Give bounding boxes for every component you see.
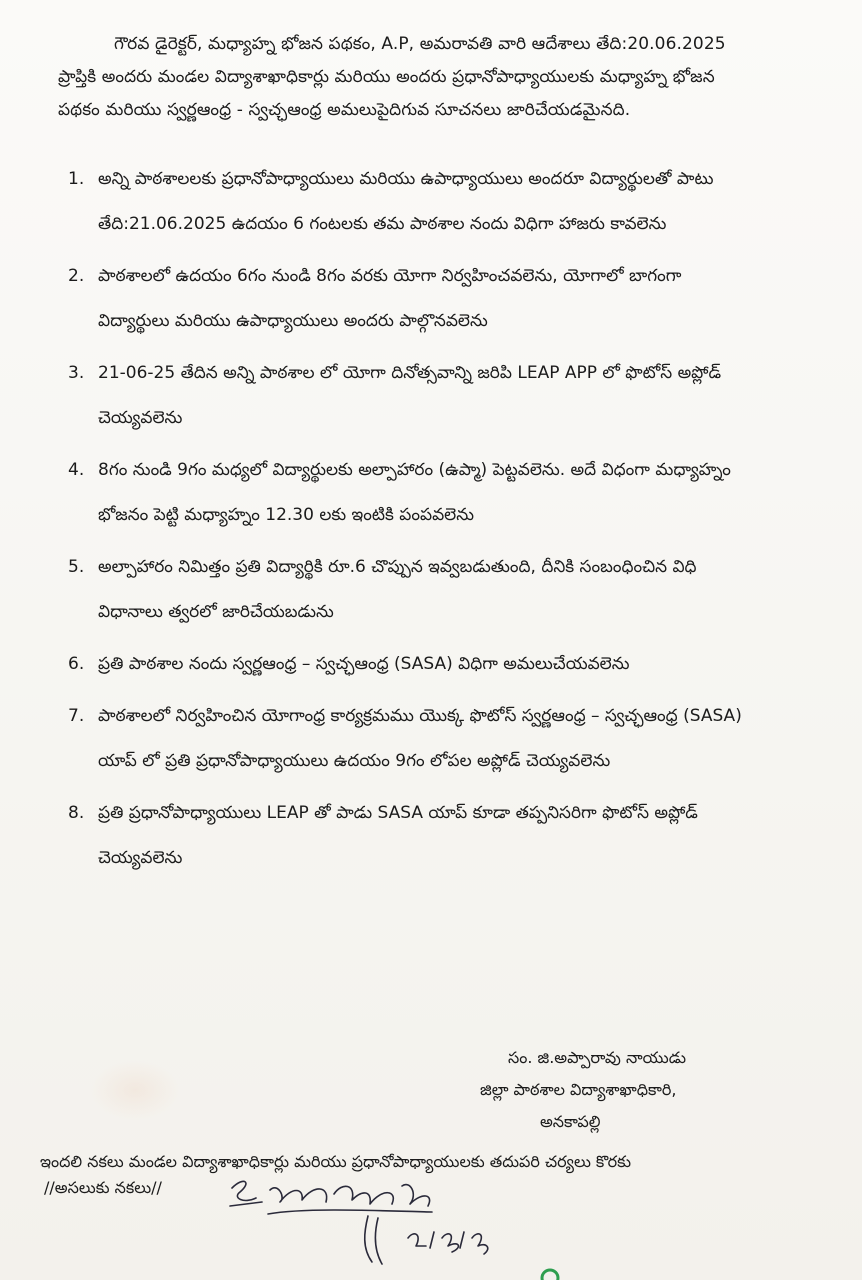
item-number: 2. bbox=[68, 266, 85, 286]
item-line: అల్పాహారం నిమిత్తం ప్రతి విద్యార్థికి రూ.6 చొప్పున ఇవ్వబడుతుంది, దీనికి సంబంధించిన విధి bbox=[98, 557, 697, 577]
instruction-item bbox=[68, 545, 768, 635]
item-number: 8. bbox=[68, 803, 85, 823]
scanner-logo-icon bbox=[540, 1268, 560, 1280]
item-line: అన్ని పాఠశాలలకు ప్రధానోపాధ్యాయులు మరియు ఉపాధ్యాయులు అందరూ విద్యార్థులతో పాటు bbox=[98, 169, 714, 189]
item-number: 3. bbox=[68, 363, 85, 383]
signatory-designation: జిల్లా పాఠశాల విద్యాశాఖాధికారి, bbox=[480, 1080, 677, 1099]
instruction-item bbox=[68, 694, 768, 784]
intro-line-2: ప్రాప్తికి అందరు మండల విద్యాశాఖాధికార్లు మరియు అందరు ప్రధానోపాధ్యాయులకు మధ్యాహ్న భోజన bbox=[58, 67, 715, 87]
item-number: 5. bbox=[68, 557, 85, 577]
signatory-place: అనకాపల్లి bbox=[540, 1112, 601, 1131]
item-line: 21-06-25 తేదిన అన్ని పాఠశాల లో యోగా దినోత్సవాన్ని జరిపి LEAP APP లో ఫొటోస్ అప్లోడ్ bbox=[98, 363, 722, 383]
true-copy-label: //అసలుకు నకలు// bbox=[44, 1178, 162, 1197]
instruction-item bbox=[68, 351, 768, 441]
item-line: తేది:21.06.2025 ఉదయం 6 గంటలకు తమ పాఠశాల నందు విధిగా హాజరు కావలెను bbox=[98, 214, 667, 234]
signatory-block bbox=[480, 1042, 686, 1138]
item-line: చెయ్యవలెను bbox=[98, 848, 183, 868]
copy-distribution-note: ఇందలి నకలు మండల విద్యాశాఖాధికార్లు మరియు ప్రధానోపాధ్యాయులకు తదుపరి చర్యలు కొరకు bbox=[40, 1152, 632, 1171]
item-line: 8గం నుండి 9గం మధ్యలో విద్యార్థులకు అల్పాహారం (ఉప్మా) పెట్టవలెను. అదే విధంగా మధ్యాహ్నం bbox=[98, 460, 731, 480]
intro-line-1: గౌరవ డైరెక్టర్, మధ్యాహ్న భోజన పథకం, A.P, అమరావతి వారి ఆదేశాలు తేది:20.06.2025 bbox=[114, 34, 726, 54]
instruction-item bbox=[68, 448, 768, 538]
instruction-item bbox=[68, 254, 768, 344]
faded-stamp bbox=[90, 1060, 180, 1120]
item-line: పాఠశాలలో నిర్వహించిన యోగాంధ్ర కార్యక్రమము యొక్క ఫొటోస్ స్వర్ణఆంధ్ర – స్వచ్ఛఆంధ్ర (SASA) bbox=[98, 706, 742, 726]
instructions-list bbox=[68, 157, 768, 888]
intro-line-3: పథకం మరియు స్వర్ణఆంధ్ర - స్వచ్ఛఆంధ్ర అమలుపైదిగువ సూచనలు జారిచేయడమైనది. bbox=[58, 100, 631, 120]
item-line: ప్రతి పాఠశాల నందు స్వర్ణఆంధ్ర – స్వచ్ఛఆంధ్ర (SASA) విధిగా అమలుచేయవలెను bbox=[98, 654, 630, 674]
item-line: పాఠశాలలో ఉదయం 6గం నుండి 8గం వరకు యోగా నిర్వహించవలెను, యోగాలో బాగంగా bbox=[98, 266, 682, 286]
signatory-name: సం. జి.అప్పారావు నాయుడు bbox=[508, 1048, 687, 1067]
instruction-item bbox=[68, 791, 768, 881]
item-number: 4. bbox=[68, 460, 85, 480]
handwritten-signature bbox=[222, 1168, 512, 1268]
item-number: 7. bbox=[68, 706, 85, 726]
item-line: భోజనం పెట్టి మధ్యాహ్నం 12.30 లకు ఇంటికి పంపవలెను bbox=[98, 505, 475, 525]
item-line: చెయ్యవలెను bbox=[98, 408, 183, 428]
instruction-item bbox=[68, 157, 768, 247]
item-number: 1. bbox=[68, 169, 85, 189]
item-line: యాప్ లో ప్రతి ప్రధానోపాధ్యాయులు ఉదయం 9గం లోపల అప్లోడ్ చెయ్యవలెను bbox=[98, 751, 611, 771]
item-line: ప్రతి ప్రధానోపాధ్యాయులు LEAP తో పాడు SASA యాప్ కూడా తప్పనిసరిగా ఫొటోస్ అప్లోడ్ bbox=[98, 803, 698, 823]
instruction-item bbox=[68, 642, 768, 687]
intro-paragraph bbox=[58, 28, 818, 127]
item-number: 6. bbox=[68, 654, 85, 674]
item-line: విధానాలు త్వరలో జారిచేయబడును bbox=[98, 602, 334, 622]
item-line: విద్యార్థులు మరియు ఉపాధ్యాయులు అందరు పాల్గొనవలెను bbox=[98, 311, 488, 331]
